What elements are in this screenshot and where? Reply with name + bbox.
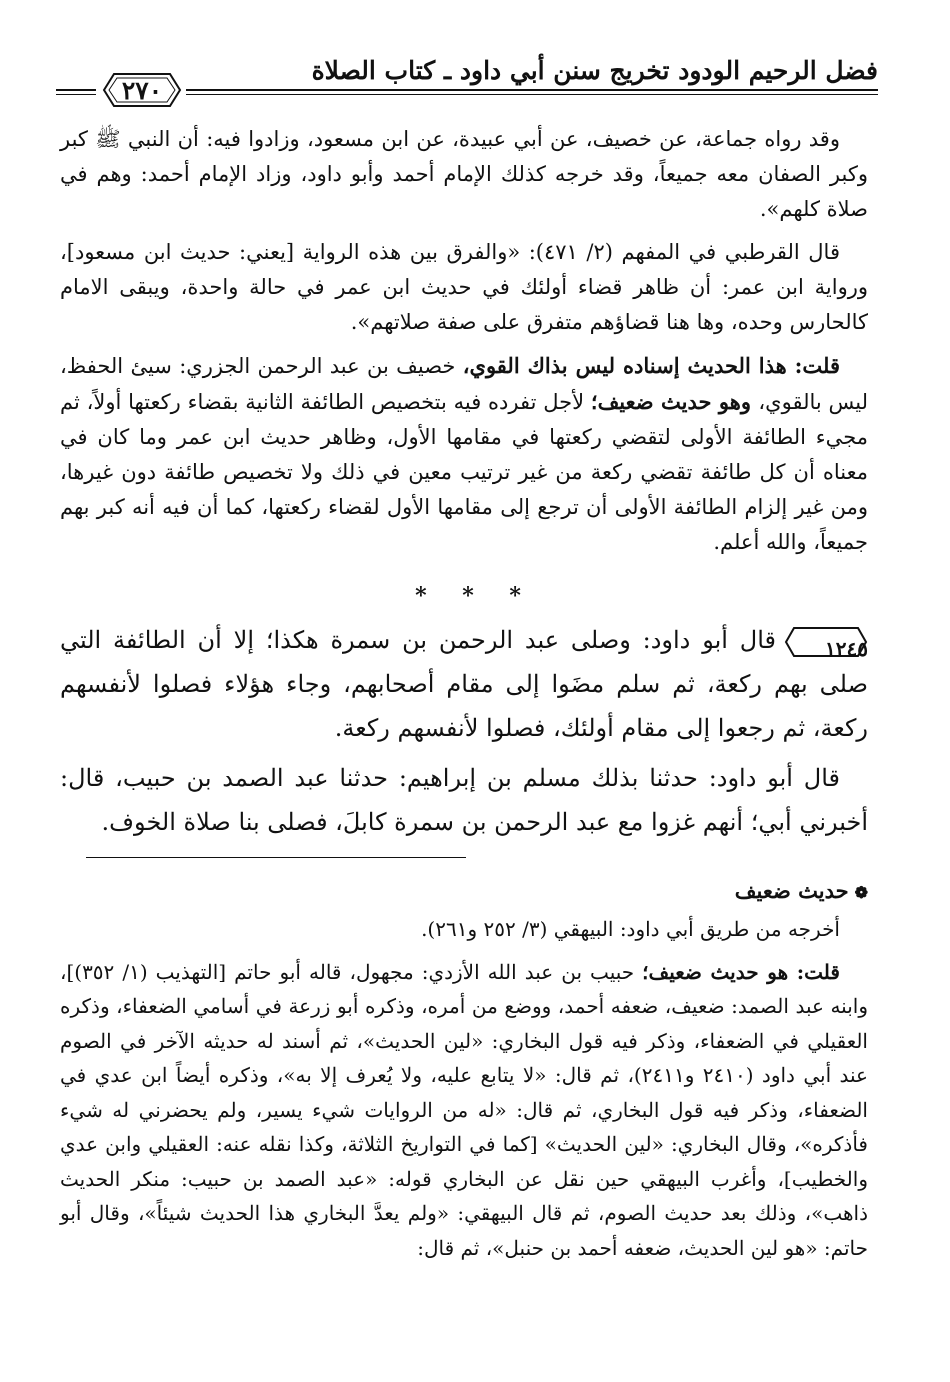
hadith-number-badge — [784, 625, 868, 659]
text-run: حبيب بن عبد الله الأزدي: مجهول، قاله أبو حاتم [التهذيب (١/ ٣٥٢)]، وابنه عبد الصمد: ضعيف، ضعفه أحمد، ووضع من أمره، وذكره أبو زرعة في أسامي الضعفاء، وذكره العقيلي في الضعفاء، وذكر فيه قول البخاري: «لين الحديث»، ثم أسند له حديثه الآخر في الصوم عند أبي داود (٢٤١٠ و٢٤١١)، ثم قال: «لا يتابع عليه، ولا يُعرف إلا به»، وذكره أيضاً ابن عدي في الضعفاء، وذكر فيه قول البخاري، ثم قال: «له من الروايات شيء يسير، ولم يحضرني له شيء فأذكره»، وقال البخاري: «لين الحديث» [كما في التواريخ الثلاثة، وكذا نقله عنه: العقيلي وابن عدي والخطيب]، وأغرب البيهقي حين نقل عن البخاري قوله: «عبد الصمد بن حبيب: منكر الحديث ذاهب»، وذلك بعد حديث الصوم، ثم قال البيهقي: «ولم يعدَّ البخاري هذا الحديث شيئاً»، وقال أبو حاتم: «هو لين الحديث، ضعفه أحمد بن حنبل»، ثم قال: — [60, 959, 868, 1260]
bold-phrase: قلت: هذا الحديث إسناده ليس بذاك القوي، — [462, 353, 840, 378]
text-run: لأجل تفرده فيه بتخصيص الطائفة الثانية بقضاء ركعتها أولاً، ثم مجيء الطائفة الأولى لتقضي ركعتها في مقامها الأول، وظاهر حديث ابن عمر وما كان في معناه أن كل طائفة تقضي ركعة من غير ترتيب معين في ذلك ولا تخصيص طائفة دون غيرها، ومن غير إلزام الطائفة الأولى أن ترجع إلى مقامها الأول لقضاء ركعتها، كما أن فيه أنه كبر بهم جميعاً، والله أعلم. — [60, 390, 869, 554]
hadith-number: ١٢٤٥ — [825, 636, 868, 661]
paragraph: وقد رواه جماعة، عن خصيف، عن أبي عبيدة، عن ابن مسعود، وزادوا فيه: أن النبي ﷺ كبر وكبر الصفان معه جميعاً، وقد خرجه كذلك الإمام أحمد وأبو داود، وزاد الإمام أحمد: وهم في صلاة كلهم». — [60, 127, 868, 221]
paragraph: أخرجه من طريق أبي داود: البيهقي (٣/ ٢٥٢ و٢٦١). — [421, 917, 840, 941]
page-header — [56, 52, 878, 108]
page-number: ٢٧٠ — [121, 76, 163, 105]
text-run: خصيف بن عبد الرحمن الجزري: سيئ الحفظ، ليس بالقوي، — [60, 354, 869, 414]
grading-label: حديث ضعيف — [734, 878, 849, 903]
main-text — [60, 122, 868, 568]
page-number-badge — [102, 70, 182, 110]
paragraph — [60, 348, 868, 560]
paragraph — [60, 618, 868, 750]
bold-phrase: قلت: هو حديث ضعيف؛ — [642, 959, 840, 984]
bold-phrase: وهو حديث ضعيف؛ — [590, 389, 759, 414]
text-run: قال أبو داود: وصلى عبد الرحمن بن سمرة هكذا؛ إلا أن الطائفة التي صلى بهم ركعة، ثم سلم مضَوا إلى مقام أصحابهم، وجاء هؤلاء فصلوا لأنفسهم ركعة، ثم رجعوا إلى مقام أولئك، فصلوا لأنفسهم ركعة. — [60, 626, 868, 742]
header-rule — [186, 89, 878, 91]
running-title: فضل الرحيم الودود تخريج سنن أبي داود ـ كتاب الصلاة — [311, 56, 878, 85]
footnote-text — [60, 912, 868, 1273]
header-rule — [56, 89, 96, 91]
paragraph: قال القرطبي في المفهم (٢/ ٤٧١): «والفرق بين هذه الرواية [يعني: حديث ابن مسعود]، ورواية ابن عمر: أن ظاهر قضاء أولئك في حديث ابن عمر في حالة واحدة، ويبقى الامام كالحارس وحده، وها هنا قضاؤهم متفرق على صفة صلاتهم». — [60, 240, 868, 334]
hadith-block — [60, 618, 868, 850]
paragraph — [60, 955, 868, 1266]
footnote-rule — [86, 857, 466, 858]
grading-heading — [735, 878, 868, 903]
section-separator: * * * — [415, 583, 535, 609]
paragraph: قال أبو داود: حدثنا بذلك مسلم بن إبراهيم: حدثنا عبد الصمد بن حبيب، قال: أخبرني أبي؛ أنهم غزوا مع عبد الرحمن بن سمرة كابلَ، فصلى بنا صلاة الخوف. — [60, 764, 868, 836]
header-rule — [186, 94, 878, 95]
flower-icon: ❁ — [854, 883, 868, 902]
header-rule — [56, 94, 96, 95]
